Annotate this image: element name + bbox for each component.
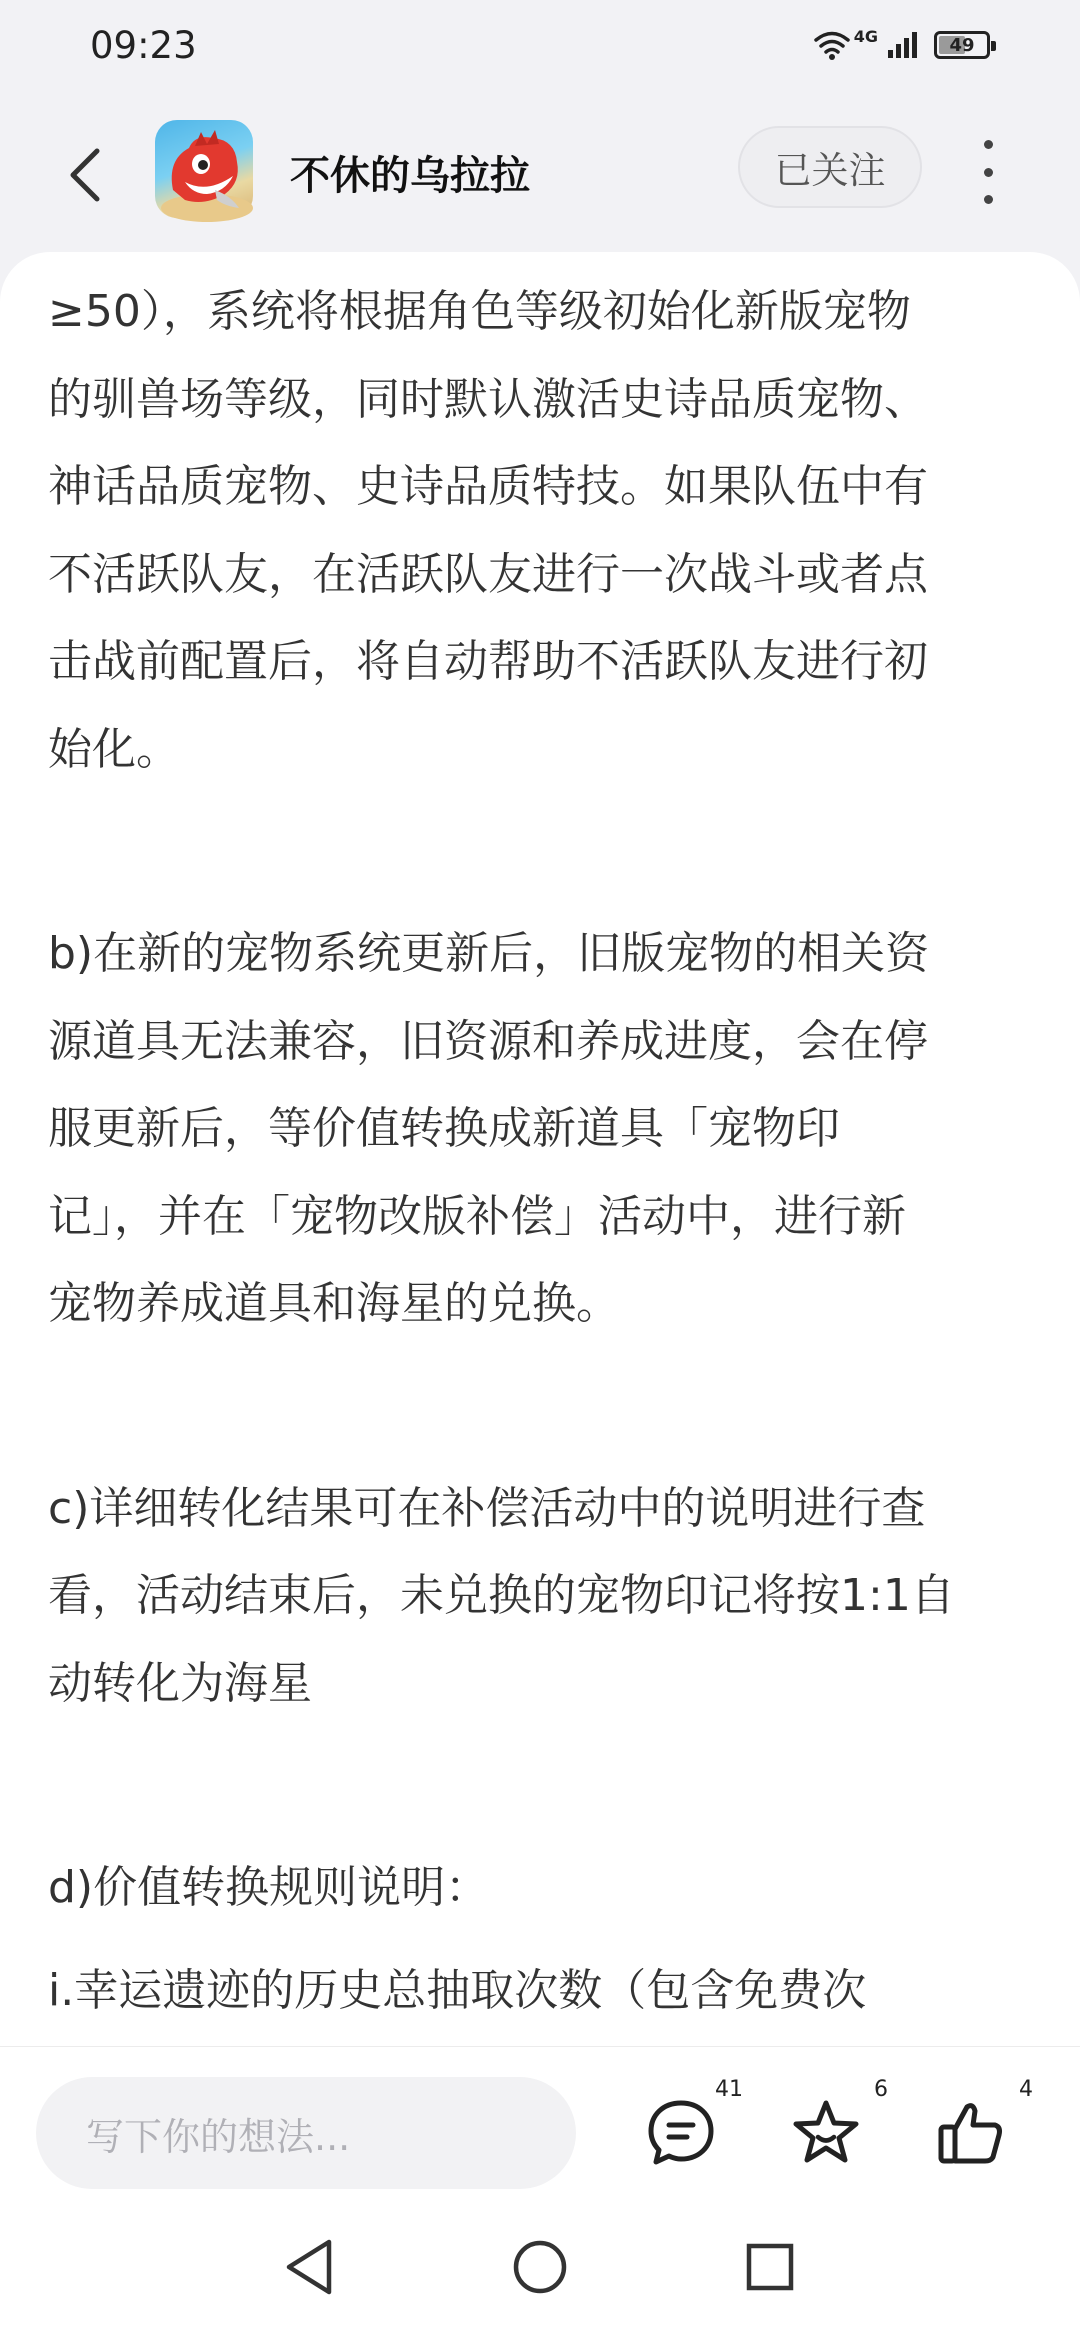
text-line: 的驯兽场等级，同时默认激活史诗品质宠物、 <box>48 373 928 425</box>
article-paragraph <box>48 268 1038 793</box>
status-time: 09:23 <box>90 23 197 67</box>
more-options-button[interactable] <box>970 140 1006 204</box>
battery-icon <box>934 31 990 59</box>
text-line: 记」，并在「宠物改版补偿」活动中，进行新 <box>48 1190 906 1242</box>
dinosaur-mascot-icon <box>155 120 253 218</box>
comment-count: 41 <box>715 2077 743 2102</box>
text-line: 服更新后，等价值转换成新道具「宠物印 <box>48 1103 840 1154</box>
circle-home-icon <box>505 2232 575 2302</box>
comment-icon <box>645 2097 717 2169</box>
text-line: 动转化为海星 <box>48 1657 312 1709</box>
status-bar <box>0 0 1080 90</box>
article-body <box>48 268 1038 2122</box>
like-count: 4 <box>1019 2077 1033 2102</box>
article-paragraph <box>48 1465 1038 1728</box>
comment-button[interactable] <box>645 2077 743 2177</box>
network-type: 4G <box>853 26 878 46</box>
system-nav-bar <box>0 2192 1080 2340</box>
more-dot-icon <box>984 140 993 149</box>
text-line: b)在新的宠物系统更新后，旧版宠物的相关资 <box>48 928 930 979</box>
nav-home-button[interactable] <box>505 2232 575 2302</box>
text-line: 不活跃队友，在活跃队友进行一次战斗或者点 <box>48 548 928 600</box>
text-line: 源道具无法兼容，旧资源和养成进度，会在停 <box>48 1015 928 1067</box>
page-header <box>0 100 1080 250</box>
triangle-back-icon <box>275 2232 345 2302</box>
text-line: 始化。 <box>48 723 180 775</box>
text-line: i.幸运遗迹的历史总抽取次数（包含免费次 <box>48 1964 867 2016</box>
thumbs-up-icon <box>935 2097 1007 2169</box>
more-dot-icon <box>984 168 993 177</box>
signal-icon <box>886 30 920 60</box>
chevron-left-icon <box>65 145 105 205</box>
text-line: 宠物养成道具和海星的兑换。 <box>48 1278 620 1329</box>
battery-level: 49 <box>949 34 975 56</box>
text-line: d)价值转换规则说明： <box>48 1862 490 1913</box>
article-content[interactable] <box>0 252 1080 2047</box>
text-line: 神话品质宠物、史诗品质特技。如果队伍中有 <box>48 461 928 512</box>
status-icons <box>812 26 990 61</box>
nav-back-button[interactable] <box>275 2232 345 2302</box>
wifi-icon <box>812 29 852 61</box>
page-title: 不休的乌拉拉 <box>290 153 530 199</box>
bottom-action-bar <box>0 2046 1080 2193</box>
star-icon <box>790 2097 862 2169</box>
article-paragraph <box>48 1844 1038 1932</box>
text-line: c)详细转化结果可在补偿活动中的说明进行查 <box>48 1482 926 1534</box>
text-line: ≥50），系统将根据角色等级初始化新版宠物 <box>48 286 911 337</box>
follow-button[interactable]: 已关注 <box>738 126 922 208</box>
back-button[interactable] <box>55 140 115 210</box>
favorite-count: 6 <box>874 2077 888 2102</box>
comment-input[interactable]: 写下你的想法... <box>36 2077 576 2189</box>
article-paragraph <box>48 910 1038 1348</box>
more-dot-icon <box>984 195 993 204</box>
like-button[interactable] <box>935 2077 1033 2177</box>
favorite-button[interactable] <box>790 2077 888 2177</box>
text-line: 击战前配置后，将自动帮助不活跃队友进行初 <box>48 636 928 687</box>
square-recents-icon <box>735 2232 805 2302</box>
nav-recents-button[interactable] <box>735 2232 805 2302</box>
app-avatar[interactable] <box>155 120 253 218</box>
text-line: 看，活动结束后，未兑换的宠物印记将按1:1自 <box>48 1570 955 1621</box>
